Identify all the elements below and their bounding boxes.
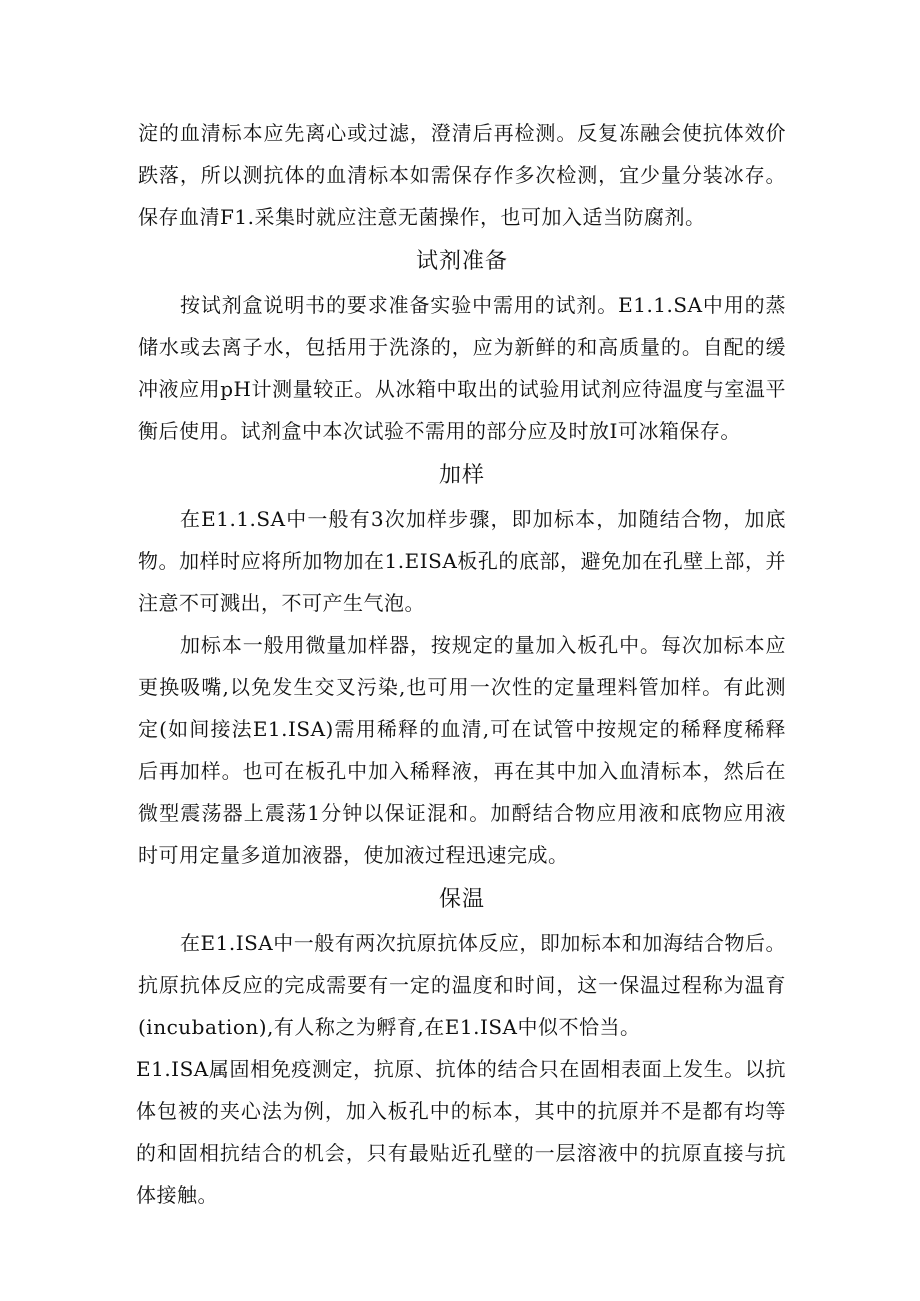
reagent-prep-paragraph: 按试剂盒说明书的要求准备实验中需用的试剂。E1.1.SA中用的蒸储水或去离子水，包括用于洗涤的，应为新鲜的和高质量的。自配的缓冲液应用pH计测量较正。从冰箱中取出的试验用试剂应待温度与室温平衡后使用。试剂盒中本次试验不需用的部分应及时放I可冰箱保存。 <box>138 293 786 443</box>
sample-loading-paragraph-1: 在E1.1.SA中一般有3次加样步骤，即加标本，加随结合物，加底物。加样时应将所加物加在1.EISA板孔的底部，避免加在孔壁上部，并注意不可溅出，不可产生气泡。 <box>138 507 786 615</box>
section-heading-sample-loading: 加样 <box>438 463 485 488</box>
intro-paragraph: 淀的血清标本应先离心或过滤，澄清后再检测。反复冻融会使抗体效价跌落，所以测抗体的血清标本如需保存作多次检测，宜少量分装冰存。保存血清F1.采集时就应注意无菌操作，也可加入适当防腐剂。 <box>138 121 786 229</box>
section-heading-incubation: 保温 <box>438 887 485 912</box>
section-heading-reagent-prep: 试剂准备 <box>415 249 508 274</box>
document-page <box>138 112 786 1216</box>
incubation-closing-paragraph: E1.ISA属固相免疫测定，抗原、抗体的结合只在固相表面上发生。以抗体包被的夹心法为例，加入板孔中的标本，其中的抗原并不是都有均等的和固相抗结合的机会，只有最贴近孔壁的一层溶液中的抗原直接与抗体接触。 <box>136 1057 786 1207</box>
incubation-paragraph-1: 在E1.ISA中一般有两次抗原抗体反应，即加标本和加海结合物后。抗原抗体反应的完成需要有一定的温度和时间，这一保温过程称为温育(incubation),有人称之为孵育,在E1.ISA中似不恰当。 <box>138 931 786 1039</box>
sample-loading-paragraph-2: 加标本一般用微量加样器，按规定的量加入板孔中。每次加标本应更换吸嘴,以免发生交叉污染,也可用一次性的定量理料管加样。有此测定(如间接法E1.ISA)需用稀释的血清,可在试管中按规定的稀释度稀释后再加样。也可在板孔中加入稀释液，再在其中加入血清标本，然后在微型震荡器上震荡1分钟以保证混和。加酹结合物应用液和底物应用液时可用定量多道加液器，使加液过程迅速完成。 <box>138 633 786 867</box>
